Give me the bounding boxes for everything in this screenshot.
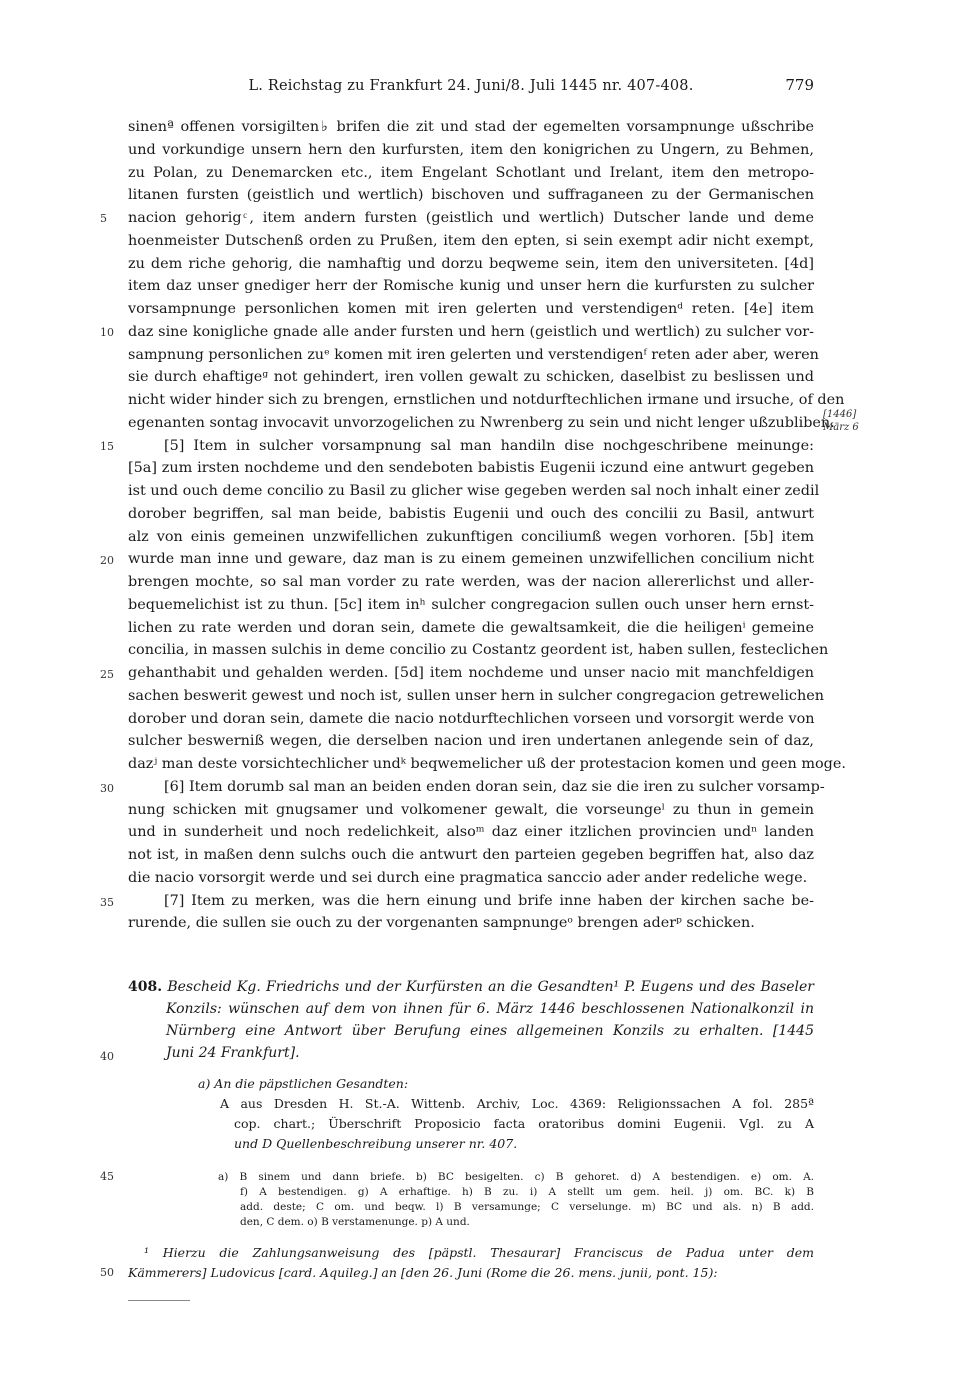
page-number: 779	[785, 76, 814, 94]
heading-line	[128, 976, 814, 998]
document-heading	[128, 976, 814, 1064]
line-number: 50	[100, 1266, 114, 1279]
body-line: sinenª offenen vorsigilten♭ brifen die zit und stad der egemelten vorsampnunge ußschribe	[128, 119, 814, 135]
body-line: nicht wider hinder sich zu brengen, ernstlichen und notdurftechlichen irmane und irsuche, of den	[128, 392, 845, 408]
body-line: not ist, in maßen denn sulchs ouch die antwurt den parteien gegeben begriffen hat, also daz	[128, 847, 814, 863]
line-number: 45	[100, 1170, 114, 1183]
body-line: egenanten sontag invocavit unvorzogelichen zu Nwrenberg zu sein und nicht lenger ußzubliben.	[128, 414, 835, 431]
body-line: nacion gehorig ͨ, item andern fursten (geistlich und wertlich) Dutscher lande und deme	[128, 210, 814, 226]
line-number: 5	[100, 212, 107, 225]
body-line: zu dem riche gehorig, die namhaftig und dorzu beqweme sein, item den universiteten. [4d]	[128, 255, 814, 272]
source-line: und D Quellenbeschreibung unserer nr. 407.	[234, 1136, 518, 1151]
variant-line: f) A bestendigen. g) A erhaftige. h) B zu. i) A stellt um gem. heil. j) om. BC. k) B	[240, 1186, 814, 1198]
body-line: item daz unser gnediger herr der Romische kunig und unser hern die kurfursten zu sulcher	[128, 278, 814, 295]
body-line: sachen beswerit gewest und noch ist, sullen unser hern in sulcher congregacion getrewelichen	[128, 687, 825, 704]
heading-line: Juni 24 Frankfurt].	[166, 1045, 300, 1061]
body-line: sie durch ehaftigeᵍ not gehindert, iren vollen gewalt zu schicken, daselbist zu beslissen und	[128, 369, 814, 386]
margin-note-year: [1446]	[823, 409, 857, 420]
heading-text: Bescheid Kg. Friedrichs und der Kurfürsten an die Gesandten¹ P. Eugens und des Baseler	[167, 979, 815, 995]
body-line: alz von einis gemeinen unzwifellichen zukunftigen conciliumß wegen vorhoren. [5b] item	[128, 528, 814, 545]
variant-line: add. deste; C om. und beqw. l) B versamunge; C verselunge. m) BC und als. n) B add.	[240, 1201, 814, 1213]
variant-apparatus	[218, 1170, 814, 1230]
footer-rule	[128, 1300, 190, 1301]
body-line: bequemelichist ist zu thun. [5c] item inʰ sulcher congregacion sullen ouch unser hern ernst-	[128, 596, 814, 613]
body-line: [6] Item dorumb sal man an beiden enden doran sein, daz sie die iren zu sulcher vorsamp-	[164, 778, 825, 795]
source-label: a) An die päpstlichen Gesandten:	[198, 1076, 409, 1091]
running-head: L. Reichstag zu Frankfurt 24. Juni/8. Juli 1445 nr. 407-408.	[248, 78, 694, 94]
body-line: litanen fursten (geistlich und wertlich) bischoven und suffraganeen zu der Germanischen	[128, 187, 814, 204]
line-number: 40	[100, 1050, 114, 1063]
heading-line: Nürnberg eine Antwort über Berufung eines allgemeinen Konzils zu erhalten. [1445	[166, 1023, 814, 1039]
line-number: 20	[100, 554, 114, 567]
body-line: gehanthabit und gehalden werden. [5d] item nochdeme und unser nacio mit manchfeldigen	[128, 665, 814, 681]
body-line: ist und ouch deme concilio zu Basil zu glicher wise gegeben werden sal noch inhalt einer zedil	[128, 483, 820, 499]
body-line: die nacio vorsorgit werde und sei durch eine pragmatica sanccio ader ander redeliche wege.	[128, 869, 808, 886]
line-number: 10	[100, 326, 114, 339]
source-description	[198, 1074, 814, 1154]
body-line: nung schicken mit gnugsamer und volkomener gewalt, die vorseungeˡ zu thun in gemein	[128, 801, 814, 818]
source-line: cop. chart.; Überschrift Proposicio facta oratoribus domini Eugenii. Vgl. zu A	[234, 1116, 814, 1131]
body-line: rurende, die sullen sie ouch zu der vorgenanten sampnungeᵒ brengen aderᵖ schicken.	[128, 915, 755, 932]
body-line: lichen zu rate werden und doran sein, damete die gewaltsamkeit, die die heiligenⁱ gemeine	[128, 619, 814, 636]
margin-note-date: März 6	[823, 422, 859, 433]
body-line: dorober und doran sein, damete die nacio notdurftechlichen vorseen und vorsorgit werde von	[128, 710, 815, 727]
body-line: zu Polan, zu Denemarcken etc., item Engelant Schotlant und Irelant, item den metropo-	[128, 164, 814, 181]
body-line: dazʲ man deste vorsichtechlicher undᵏ beqwemelicher uß der protestacion komen und geen moge.	[128, 756, 846, 772]
body-line: dorober begriffen, sal man beide, babistis Eugenii und ouch des concilii zu Basil, antwurt	[128, 505, 814, 522]
body-line: und in sunderheit und noch redelichkeit, alsoᵐ daz einer itzlichen provincien undⁿ landen	[128, 824, 814, 841]
line-number: 15	[100, 440, 114, 453]
body-line: [5a] zum irsten nochdeme und den sendeboten babistis Eugenii iczund eine antwurt gegeben	[128, 460, 814, 477]
variant-line: a) B sinem und dann briefe. b) BC besigelten. c) B gehoret. d) A bestendigen. e) om. A.	[218, 1171, 814, 1183]
margin-date-note	[823, 408, 859, 434]
body-line: wurde man inne und geware, daz man is zu einem gemeinen unzwifellichen concilium nicht	[128, 551, 814, 568]
body-line: hoenmeister Dutschenß orden zu Prußen, item den epten, si sein exempt adir nicht exempt,	[128, 232, 814, 249]
variant-line: den, C dem. o) B verstamenunge. p) A und.	[240, 1216, 470, 1228]
body-line: daz sine konigliche gnade alle ander fursten und hern (geistlich und wertlich) zu sulcher vor-	[128, 323, 814, 340]
line-number: 30	[100, 782, 114, 795]
body-line: und vorkundige unsern hern den kurfursten, item den konigrichen zu Ungern, zu Behmen,	[128, 141, 814, 158]
document-number: 408.	[128, 979, 163, 995]
source-block	[198, 1094, 814, 1154]
footnote-line: ¹ Hierzu die Zahlungsanweisung des [päpstl. Thesaurar] Franciscus de Padua unter dem	[144, 1245, 814, 1260]
body-line: concilia, in massen sulchis in deme concilio zu Costantz geordent ist, haben sullen, festeclichen	[128, 642, 829, 659]
line-number: 25	[100, 668, 114, 681]
body-line: sulcher beswerniß wegen, die derselben nacion und iren undertanen anlegende sein of daz,	[128, 733, 814, 750]
source-line: A aus Dresden H. St.-A. Wittenb. Archiv, Loc. 4369: Religionssachen A fol. 285ª	[220, 1096, 814, 1111]
footnote-line: Kämmerers] Ludovicus [card. Aquileg.] an [den 26. Juni (Rome die 26. mens. junii, pont. 15):	[128, 1265, 718, 1280]
body-line: [7] Item zu merken, was die hern einung und brife inne haben der kirchen sache be-	[164, 892, 814, 909]
body-line: sampnung personlichen zuᵉ komen mit iren gelerten und verstendigenᶠ reten ader aber, weren	[128, 346, 819, 363]
line-number: 35	[100, 896, 114, 909]
body-line: brengen mochte, so sal man vorder zu rate werden, was der nacion allererlichst und aller-	[128, 574, 814, 590]
body-line: vorsampnunge personlichen komen mit iren gelerten und verstendigenᵈ reten. [4e] item	[128, 301, 814, 317]
body-line: [5] Item in sulcher vorsampnung sal man handiln dise nochgeschribene meinunge:	[164, 437, 814, 454]
heading-line: Konzils: wünschen auf dem von ihnen für 6. März 1446 beschlossenen Nationalkonzil in	[166, 1001, 814, 1017]
footnote	[128, 1243, 814, 1283]
